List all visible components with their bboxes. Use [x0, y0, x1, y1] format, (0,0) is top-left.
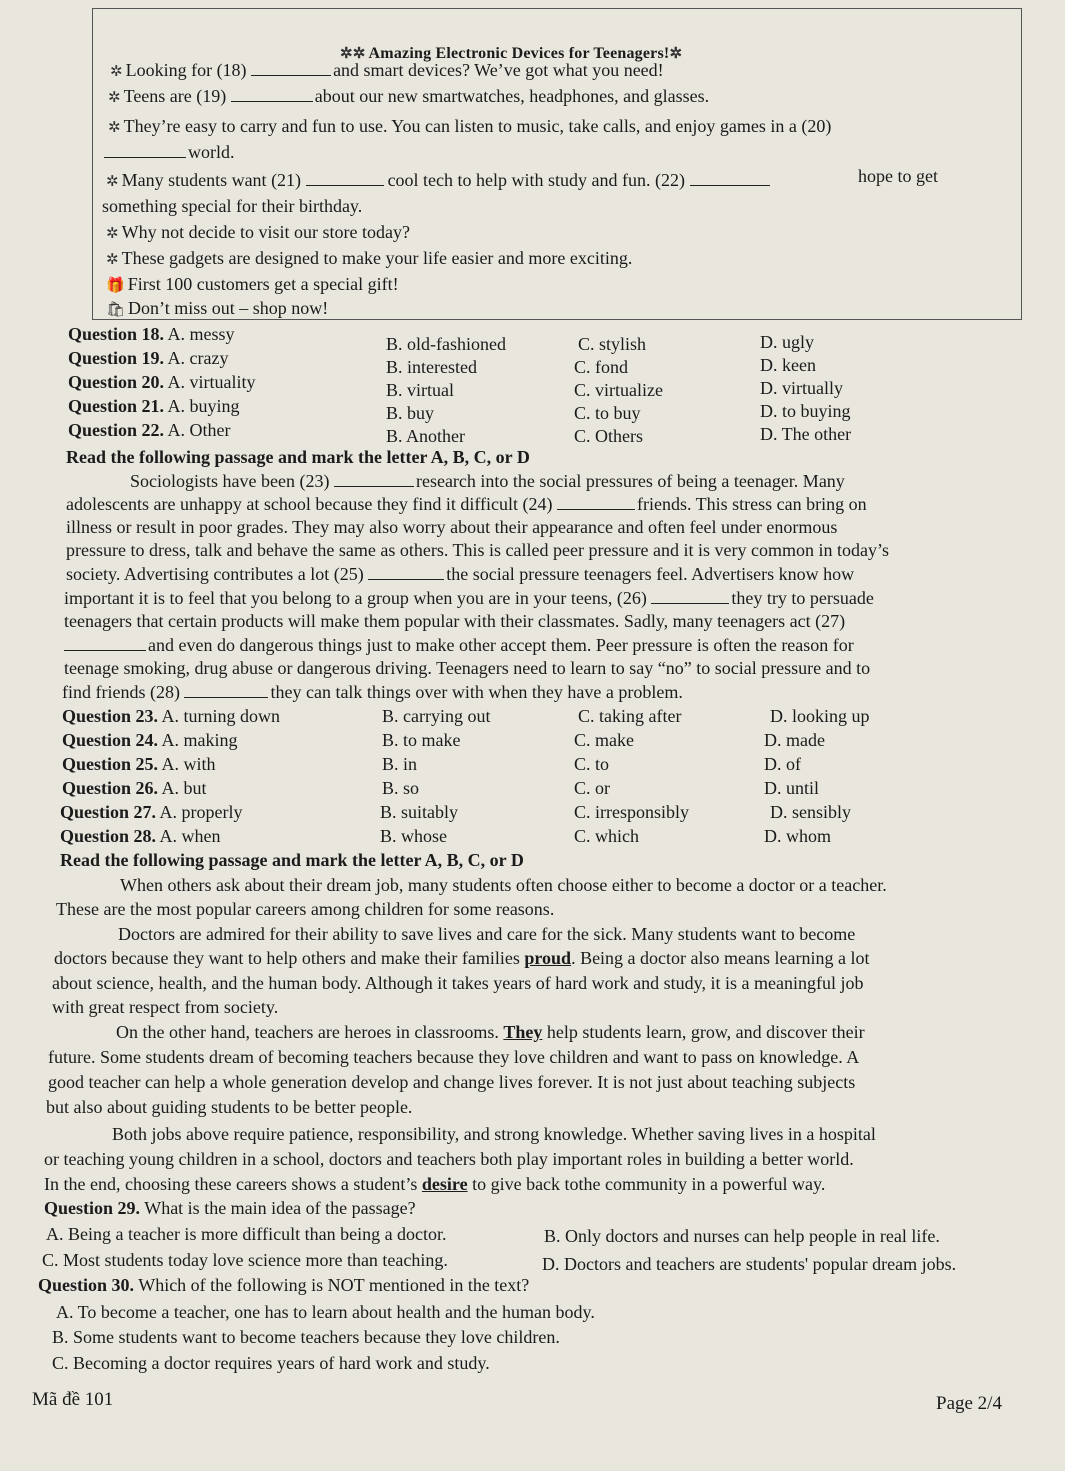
- option-b[interactable]: B. so: [382, 778, 420, 798]
- option-d[interactable]: D. sensibly: [770, 802, 851, 822]
- blank-24: [557, 495, 635, 510]
- section-heading: Read the following passage and mark the letter A, B, C, or D: [66, 447, 530, 467]
- question-19: Question 19. A. crazy: [68, 348, 229, 368]
- option-c[interactable]: C. Others: [574, 426, 643, 446]
- passage-line: and even do dangerous things just to make other accept them. Peer pressure is often the reason for: [64, 635, 854, 656]
- option-c[interactable]: C. Becoming a doctor requires years of hard work and study.: [52, 1353, 490, 1373]
- sparkle-icon: ✲: [106, 174, 119, 190]
- option-d[interactable]: D. virtually: [760, 378, 843, 398]
- option-row: [46, 1224, 447, 1245]
- option-c[interactable]: C. to: [574, 754, 610, 774]
- option-d[interactable]: D. to buying: [760, 401, 851, 421]
- option-c[interactable]: C. taking after: [578, 706, 682, 726]
- question-25: Question 25. A. with: [62, 754, 216, 774]
- option-c[interactable]: C. to buy: [574, 403, 641, 423]
- option-b[interactable]: B. to make: [382, 730, 461, 750]
- question-21: Question 21. A. buying: [68, 396, 240, 416]
- passage-line: In the end, choosing these careers shows a student’s desire to give back tothe community in a powerful way.: [44, 1174, 826, 1194]
- option-b[interactable]: B. interested: [386, 357, 477, 377]
- ad-line-4d: something special for their birthday.: [102, 196, 363, 216]
- option-d[interactable]: D. keen: [760, 355, 816, 375]
- passage-line: about science, health, and the human body. Although it takes years of hard work and study, it is a meaningful job: [52, 973, 864, 993]
- question-stem: Question 30. Which of the following is NOT mentioned in the text?: [38, 1275, 530, 1295]
- ad-line-4c: hope to get: [858, 166, 938, 186]
- ad-line-4: ✲ Many students want (21) cool tech to help with study and fun. (22): [106, 170, 770, 191]
- ad-line-6: ✲ These gadgets are designed to make your life easier and more exciting.: [106, 248, 633, 268]
- passage-line: On the other hand, teachers are heroes in classrooms. They help students learn, grow, and discover their: [116, 1022, 865, 1042]
- option-d[interactable]: D. until: [764, 778, 820, 798]
- option-c[interactable]: C. which: [574, 826, 639, 846]
- passage-line: important it is to feel that you belong to a group when you are in your teens, (26) they try to persuade: [64, 588, 874, 608]
- option-d[interactable]: D. whom: [764, 826, 831, 846]
- option-d[interactable]: D. of: [764, 754, 801, 774]
- sparkle-icon: ✲✲: [340, 46, 366, 62]
- sparkle-icon: ✲: [669, 46, 683, 62]
- ad-line-2: ✲ Teens are (19) about our new smartwatches, headphones, and glasses.: [108, 86, 710, 106]
- blank-27: [64, 636, 146, 651]
- passage-line: teenagers that certain products will make them popular with their classmates. Sadly, many teenagers act (27): [64, 611, 846, 631]
- blank-18: [251, 61, 331, 76]
- question-24: Question 24. A. making: [62, 730, 238, 750]
- question-stem: Question 29. What is the main idea of the passage?: [44, 1198, 416, 1218]
- gift-icon: 🎁: [106, 278, 125, 294]
- blank-28: [184, 683, 268, 698]
- option-c[interactable]: C. irresponsibly: [574, 802, 689, 822]
- option-d[interactable]: D. made: [764, 730, 825, 750]
- ad-line-5: ✲ Why not decide to visit our store today?: [106, 222, 411, 242]
- option-b[interactable]: B. in: [382, 754, 418, 774]
- option-c[interactable]: C. Most students today love science more than teaching.: [42, 1250, 448, 1270]
- passage-line: but also about guiding students to be better people.: [46, 1097, 413, 1117]
- section-heading: Read the following passage and mark the letter A, B, C, or D: [60, 850, 524, 870]
- blank-23: [334, 472, 414, 487]
- option-c[interactable]: C. fond: [574, 357, 628, 377]
- passage-line: Both jobs above require patience, responsibility, and strong knowledge. Whether saving lives in a hospital: [112, 1124, 876, 1144]
- option-d[interactable]: D. looking up: [770, 706, 870, 726]
- option-b[interactable]: B. carrying out: [382, 706, 491, 726]
- sparkle-icon: ✲: [106, 252, 119, 268]
- option-b[interactable]: B. buy: [386, 403, 435, 423]
- sparkle-icon: ✲: [110, 64, 123, 80]
- question-28: Question 28. A. when: [60, 826, 221, 846]
- blank-26: [651, 589, 729, 604]
- option-b[interactable]: B. whose: [380, 826, 447, 846]
- blank-19: [231, 87, 313, 102]
- question-18: Question 18. A. messy: [68, 324, 235, 344]
- ad-line-1: ✲ Looking for (18) and smart devices? We’ve got what you need!: [110, 60, 664, 80]
- passage-line: find friends (28) they can talk things over with when they have a problem.: [62, 682, 683, 702]
- option-c[interactable]: C. make: [574, 730, 634, 750]
- question-22: Question 22. A. Other: [68, 420, 231, 440]
- option-c[interactable]: C. virtualize: [574, 380, 663, 400]
- option-b[interactable]: B. old-fashioned: [386, 334, 506, 354]
- passage-line: Doctors are admired for their ability to save lives and care for the sick. Many students want to become: [118, 924, 856, 944]
- option-c[interactable]: C. or: [574, 778, 610, 798]
- highlighted-word: proud: [524, 948, 572, 968]
- passage-line: When others ask about their dream job, many students often choose either to become a doctor or a teacher.: [120, 875, 887, 895]
- passage-line: or teaching young children in a school, doctors and teachers both play important roles in building a better world.: [44, 1149, 854, 1169]
- blank-20: [104, 143, 186, 158]
- option-d[interactable]: D. ugly: [760, 332, 814, 352]
- sparkle-icon: ✲: [108, 90, 121, 106]
- question-23: Question 23. A. turning down: [62, 706, 281, 726]
- passage-line: teenage smoking, drug abuse or dangerous driving. Teenagers need to learn to say “no” to social pressure and to: [64, 658, 871, 678]
- passage-line: Sociologists have been (23) research into the social pressures of being a teenager. Many: [130, 471, 845, 491]
- passage-line: with great respect from society.: [52, 997, 279, 1017]
- highlighted-word: desire: [421, 1174, 468, 1194]
- highlighted-word: They: [503, 1022, 543, 1042]
- shopping-icon: 🛍: [106, 302, 126, 318]
- sparkle-icon: ✲: [106, 226, 119, 242]
- option-d[interactable]: D. The other: [760, 424, 852, 444]
- question-26: Question 26. A. but: [62, 778, 207, 798]
- passage-line: adolescents are unhappy at school because they find it difficult (24) friends. This stress can bring on: [66, 494, 867, 514]
- ad-line-8: 🛍 Don’t miss out – shop now!: [106, 298, 329, 318]
- option-b[interactable]: B. suitably: [380, 802, 459, 822]
- option-b[interactable]: B. Some students want to become teachers because they love children.: [52, 1327, 560, 1347]
- passage-line: These are the most popular careers among children for some reasons.: [56, 899, 555, 919]
- option-d[interactable]: D. Doctors and teachers are students' popular dream jobs.: [542, 1254, 957, 1274]
- blank-25: [368, 565, 444, 580]
- passage-line: future. Some students dream of becoming teachers because they love children and want to pass on knowledge. A: [48, 1047, 860, 1067]
- passage-line: illness or result in poor grades. They may also worry about their appearance and often feel under enormous: [66, 517, 838, 537]
- option-c[interactable]: C. stylish: [578, 334, 647, 354]
- page-number: Page 2/4: [936, 1393, 1002, 1414]
- ad-title: ✲✲ Amazing Electronic Devices for Teenagers!✲: [340, 45, 683, 62]
- passage-line: doctors because they want to help others and make their families proud. Being a doctor also means learning a lot: [54, 948, 870, 968]
- option-a[interactable]: A. Being a teacher is more difficult than being a doctor.: [46, 1224, 447, 1244]
- option-a[interactable]: A. To become a teacher, one has to learn about health and the human body.: [56, 1302, 595, 1322]
- question-20: Question 20. A. virtuality: [68, 372, 256, 392]
- sparkle-icon: ✲: [108, 120, 121, 136]
- option-b[interactable]: B. Only doctors and nurses can help people in real life.: [544, 1226, 940, 1246]
- question-27: Question 27. A. properly: [60, 802, 243, 822]
- option-b[interactable]: B. Another: [386, 426, 465, 446]
- ad-line-7: 🎁 First 100 customers get a special gift!: [106, 274, 399, 294]
- ad-line-3: ✲ They’re easy to carry and fun to use. You can listen to music, take calls, and enjoy games in a (20): [108, 116, 832, 136]
- blank-22: [690, 171, 770, 186]
- option-b[interactable]: B. virtual: [386, 380, 454, 400]
- exam-code: Mã đề 101: [32, 1389, 114, 1410]
- passage-line: society. Advertising contributes a lot (25) the social pressure teenagers feel. Advertisers know how: [66, 564, 855, 584]
- ad-line-3b: world.: [104, 142, 235, 163]
- passage-line: good teacher can help a whole generation develop and change lives forever. It is not just about teaching subjects: [48, 1072, 856, 1092]
- blank-21: [306, 171, 384, 186]
- passage-line: pressure to dress, talk and behave the same as others. This is called peer pressure and it is very common in today’s: [66, 540, 889, 560]
